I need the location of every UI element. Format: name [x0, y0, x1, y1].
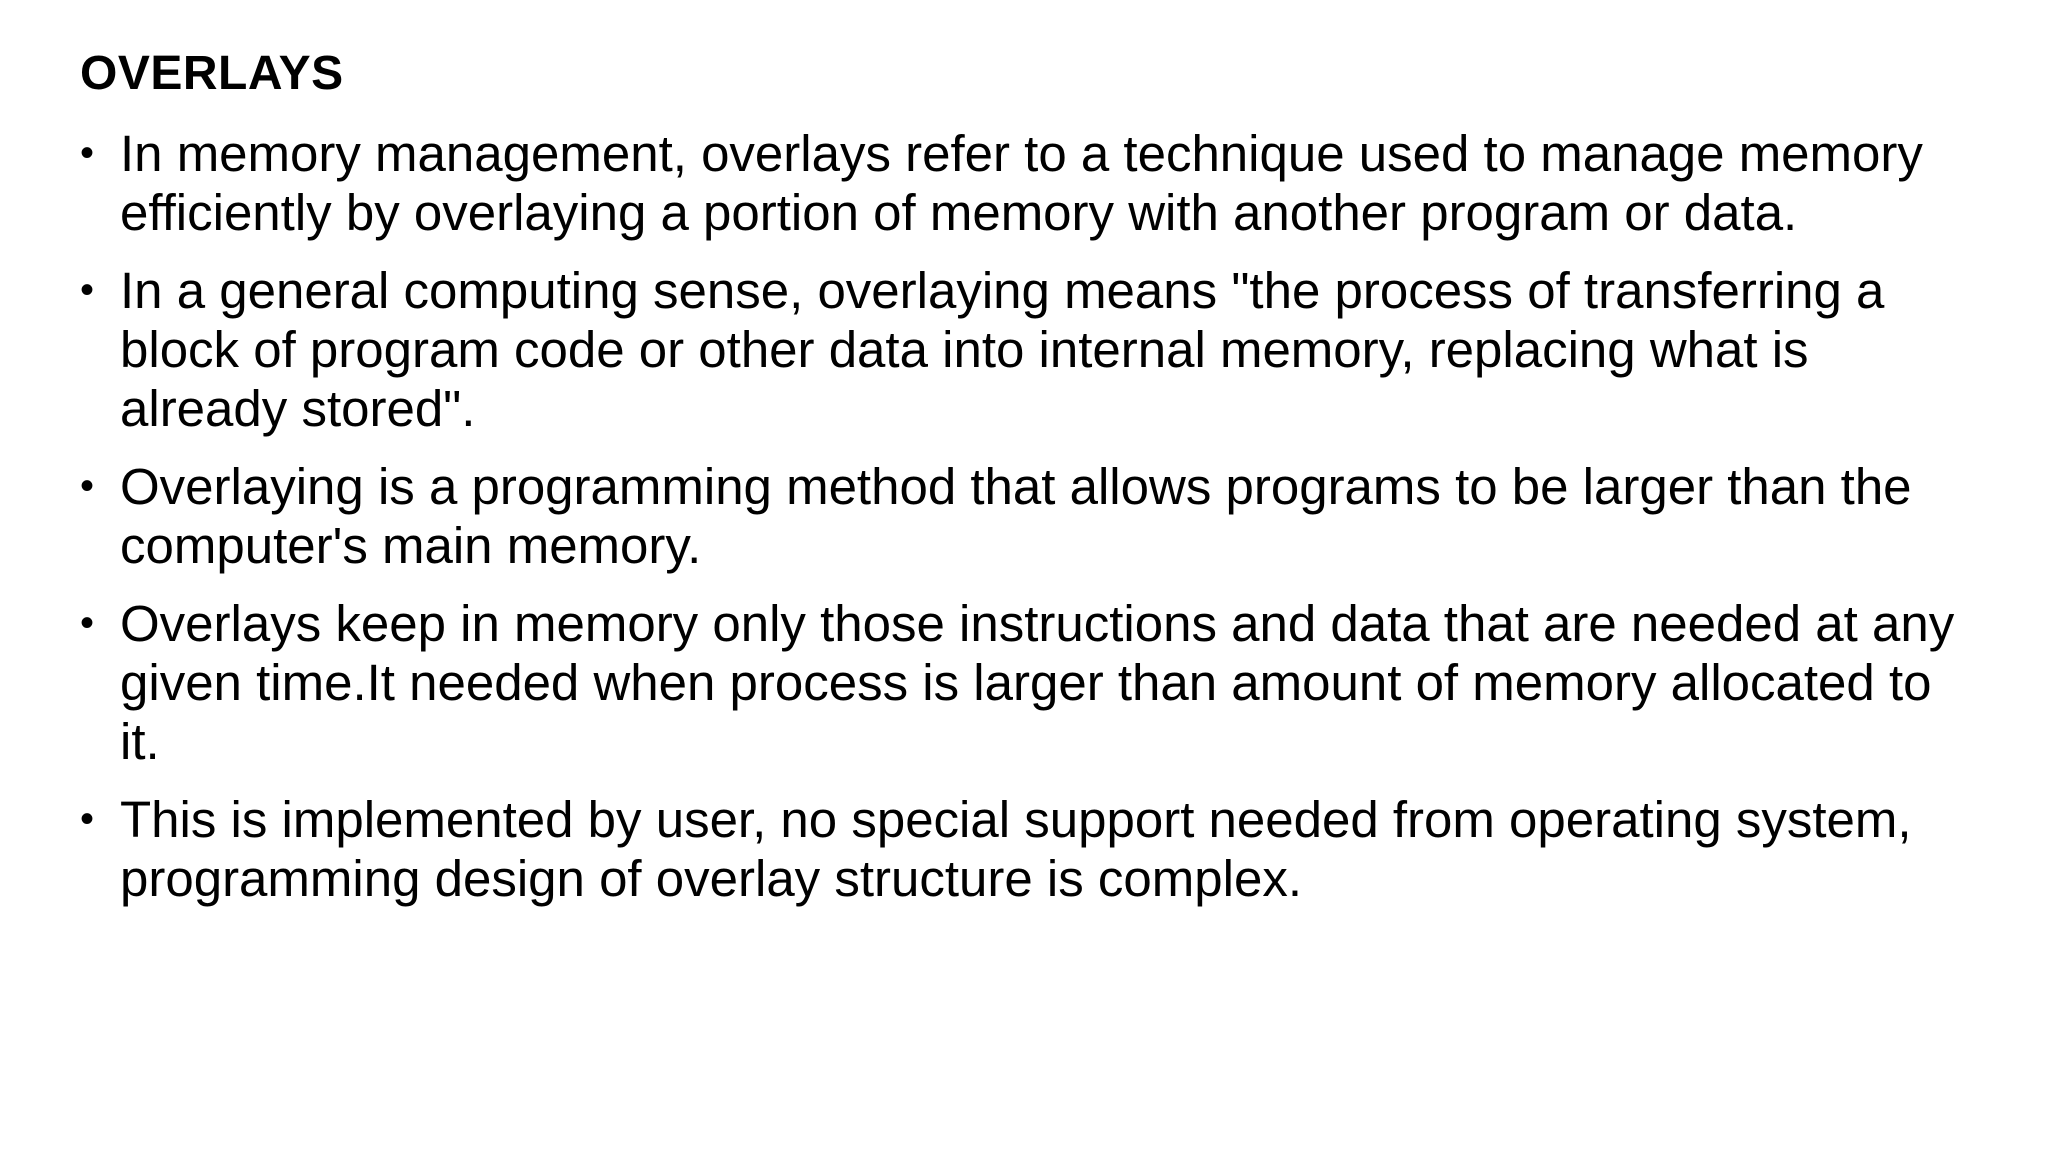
bullet-item-5 — [80, 790, 1960, 908]
bullet-text-2: In a general computing sense, overlaying means "the process of transferring a block of program code or other data into internal memory, replacing what is already stored". — [120, 262, 1885, 437]
bullet-text-1: In memory management, overlays refer to a technique used to manage memory efficiently by overlaying a portion of memory with another program or data. — [120, 125, 1923, 241]
bullet-text-5: This is implemented by user, no special support needed from operating system, programming design of overlay structure is complex. — [120, 791, 1912, 907]
bullet-dot-icon: • — [80, 131, 95, 175]
bullet-dot-icon: • — [80, 601, 95, 645]
slide-title: OVERLAYS — [80, 47, 344, 100]
bullet-item-1 — [80, 124, 1960, 242]
bullet-text-4: Overlays keep in memory only those instructions and data that are needed at any given time.It needed when process is larger than amount of memory allocated to it. — [120, 595, 1955, 770]
bullet-item-4 — [80, 594, 1960, 771]
bullet-list — [80, 124, 1960, 927]
bullet-dot-icon: • — [80, 268, 95, 312]
bullet-item-2 — [80, 261, 1960, 438]
bullet-item-3 — [80, 457, 1960, 575]
bullet-dot-icon: • — [80, 797, 95, 841]
bullet-text-3: Overlaying is a programming method that allows programs to be larger than the computer's main memory. — [120, 458, 1912, 574]
bullet-dot-icon: • — [80, 464, 95, 508]
